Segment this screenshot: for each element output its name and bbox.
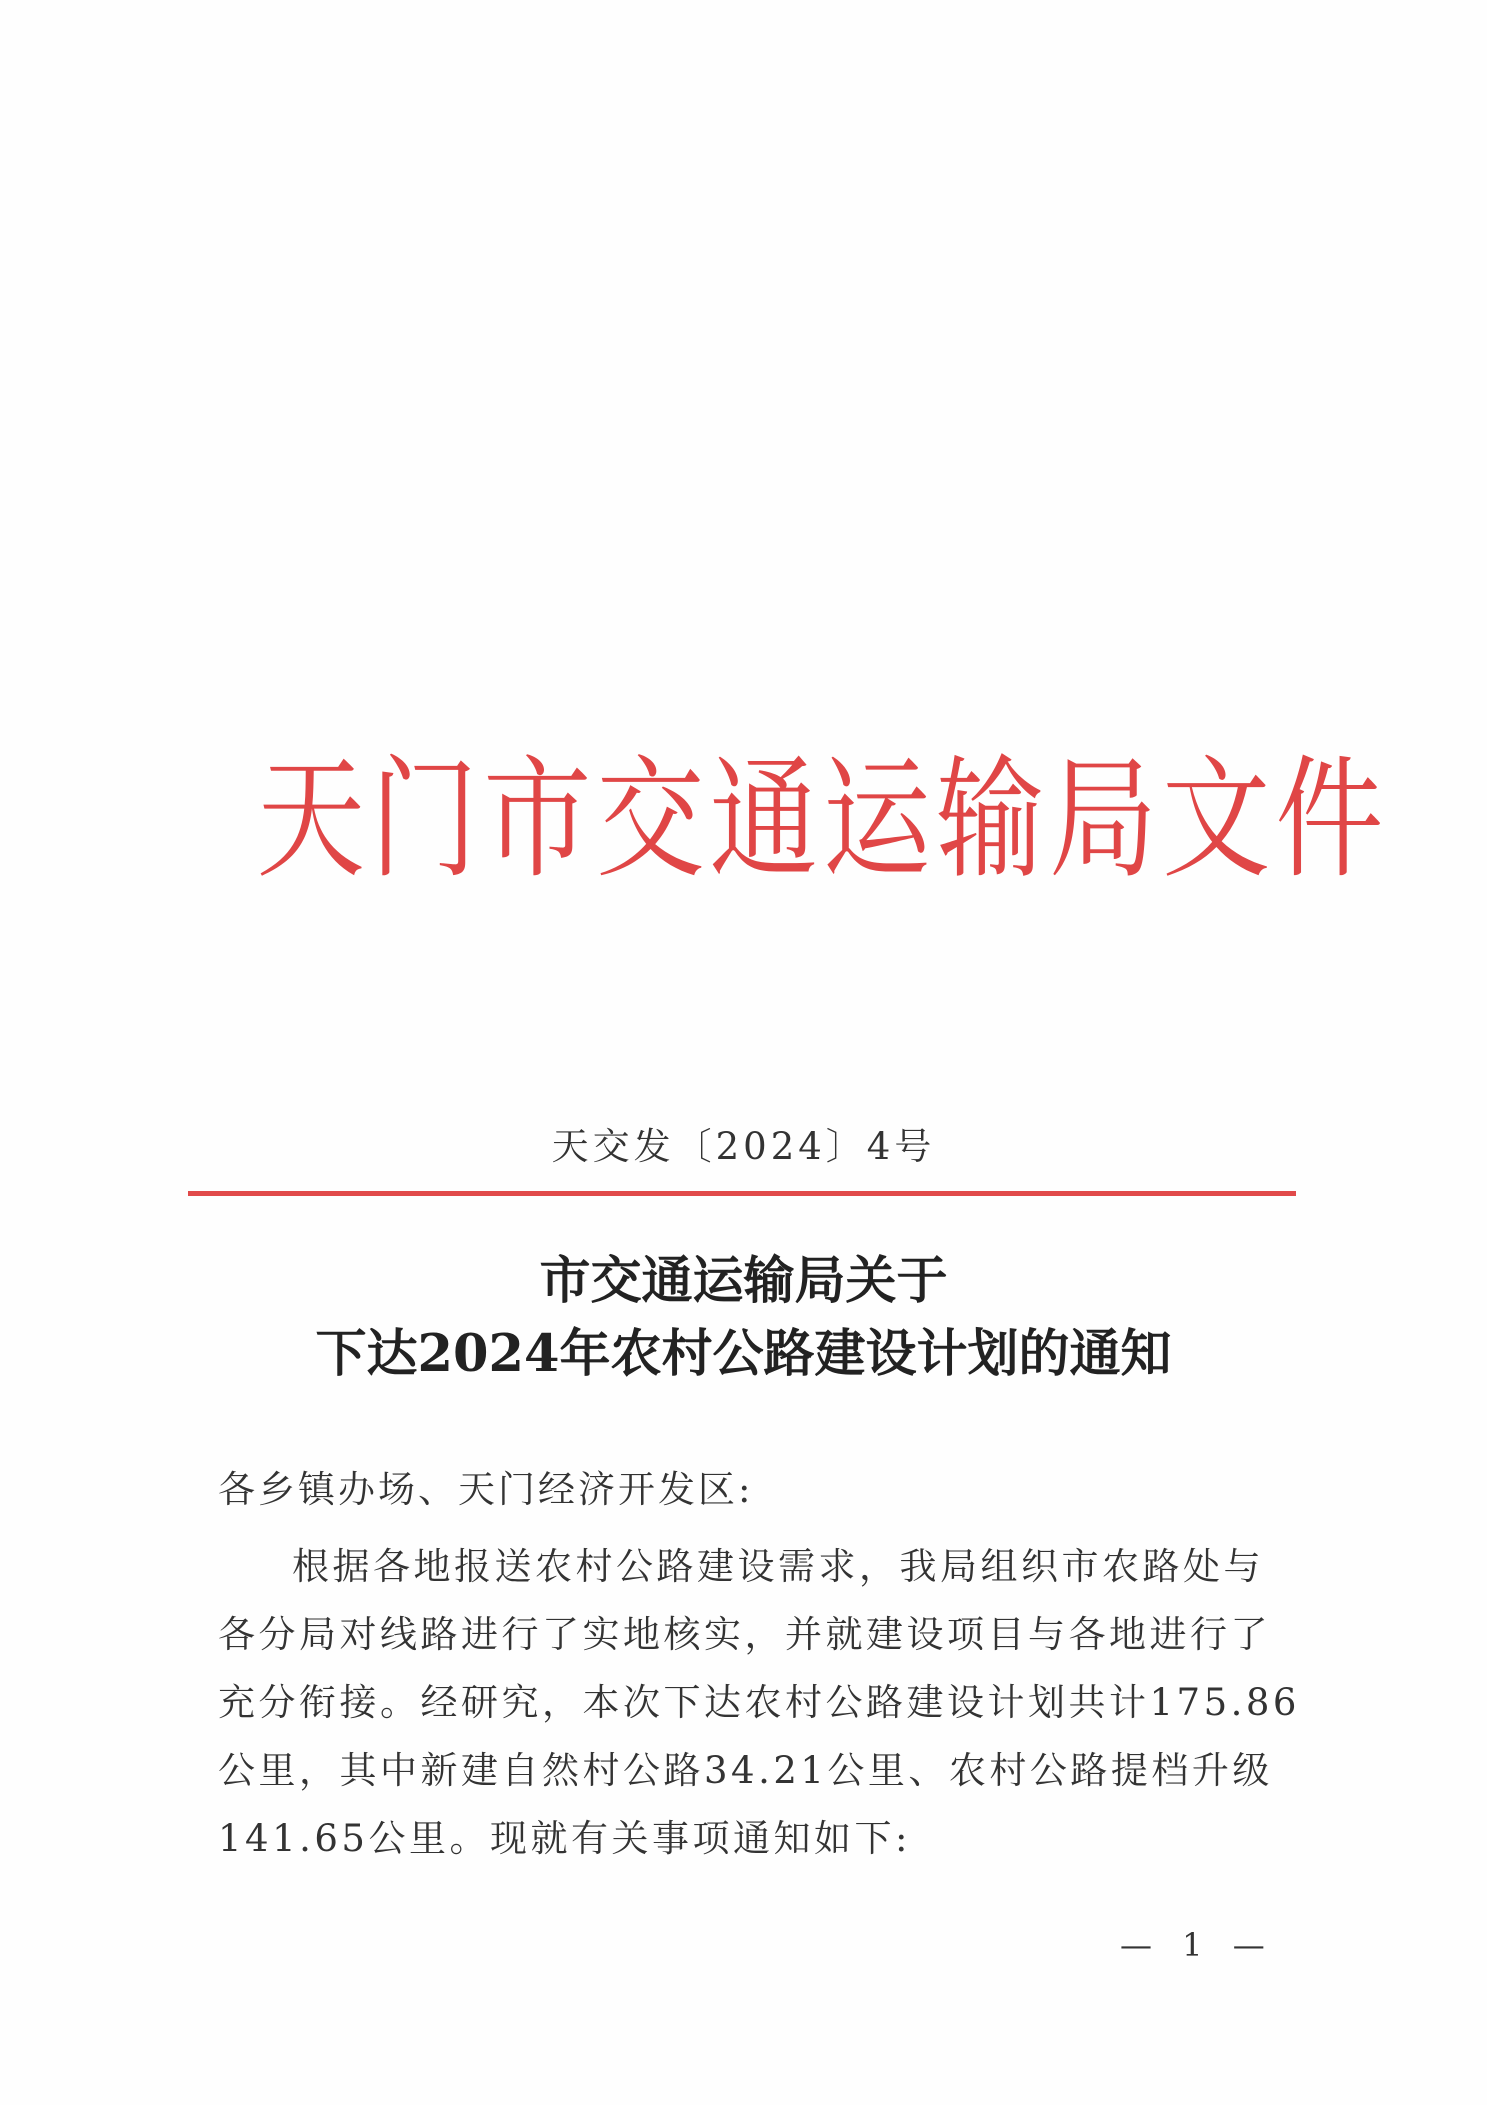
body-line: 公里，其中新建自然村公路34.21公里、农村公路提档升级 <box>218 1749 1273 1792</box>
body-line: 141.65公里。现就有关事项通知如下: <box>218 1817 911 1860</box>
page-number: — 1 — <box>1120 1926 1275 1964</box>
notice-title-line-1: 市交通运输局关于 <box>539 1251 948 1311</box>
body-line: 根据各地报送农村公路建设需求，我局组织市农路处与 <box>292 1545 1264 1588</box>
notice-title <box>0 1245 1487 1391</box>
body-line: 充分衔接。经研究，本次下达农村公路建设计划共计175.86 <box>218 1681 1300 1724</box>
masthead-title: 天门市交通运输局文件 <box>256 743 1389 897</box>
notice-title-line-2: 下达2024年农村公路建设计划的通知 <box>315 1324 1172 1384</box>
salutation: 各乡镇办场、天门经济开发区: <box>218 1468 754 1511</box>
red-divider-line <box>188 1191 1296 1196</box>
body-line: 各分局对线路进行了实地核实，并就建设项目与各地进行了 <box>218 1613 1271 1656</box>
document-number: 天交发〔2024〕4号 <box>551 1125 936 1168</box>
body-paragraph <box>218 1533 1300 1873</box>
